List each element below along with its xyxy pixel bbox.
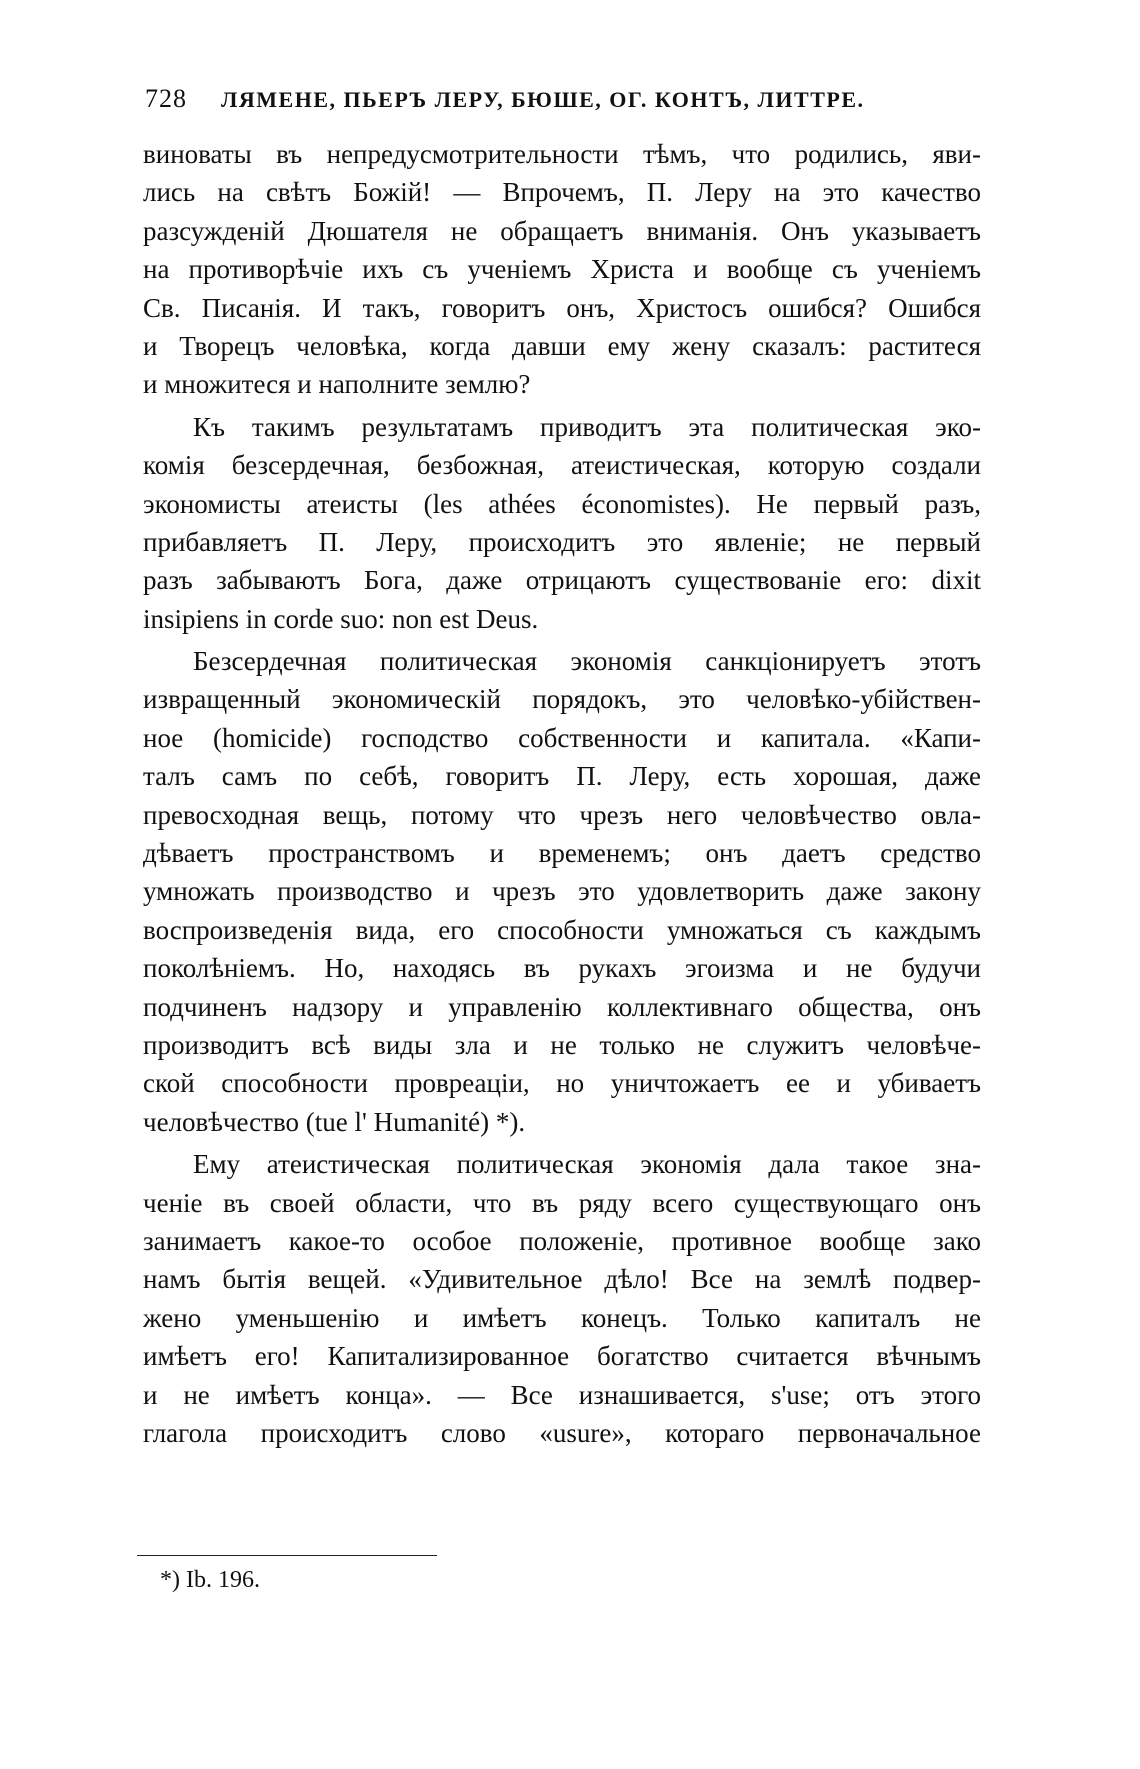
text-line: Св. Писанія. И такъ, говоритъ онъ, Христосъ ошибся? Ошибся bbox=[143, 292, 981, 323]
text-line: жено уменьшенію и имѣетъ конецъ. Только капиталъ не bbox=[143, 1302, 981, 1333]
text-line: ное (homicide) господство собственности и капитала. «Капи- bbox=[143, 722, 981, 753]
text-line: поколѣніемъ. Но, находясь въ рукахъ эгоизма и не будучи bbox=[143, 953, 981, 984]
page-number: 728 bbox=[145, 84, 187, 113]
text-line: прибавляетъ П. Леру, происходитъ это явленіе; не первый bbox=[143, 526, 981, 557]
text-line: ской способности провреаціи, но уничтожаетъ ее и убиваетъ bbox=[143, 1068, 981, 1099]
text-line: дѣваетъ пространствомъ и временемъ; онъ даетъ средство bbox=[143, 838, 981, 869]
paragraph bbox=[143, 642, 981, 1141]
text-line: лись на свѣтъ Божій! — Впрочемъ, П. Леру на это качество bbox=[143, 177, 981, 208]
text-line: глагола происходитъ слово «usure», котораго первоначальное bbox=[143, 1417, 981, 1448]
text-line: Къ такимъ результатамъ приводитъ эта политическая эко- bbox=[193, 411, 981, 442]
text-line: виноваты въ непредусмотрительности тѣмъ, что родились, яви- bbox=[143, 139, 981, 169]
text-line: подчиненъ надзору и управленію коллективнаго общества, онъ bbox=[143, 991, 981, 1022]
text-line: производитъ всѣ виды зла и не только не служитъ человѣче- bbox=[143, 1029, 981, 1060]
text-line: намъ бытія вещей. «Удивительное дѣло! Все на землѣ подвер- bbox=[143, 1264, 981, 1295]
text-line: талъ самъ по себѣ, говоритъ П. Леру, есть хорошая, даже bbox=[143, 761, 981, 792]
text-line: и Творецъ человѣка, когда давши ему жену сказалъ: раститеся bbox=[143, 330, 981, 361]
text-line: разсужденій Дюшателя не обращаетъ вниманія. Онъ указываетъ bbox=[143, 215, 981, 246]
running-title: ЛЯМЕНЕ, ПЬЕРЪ ЛЕРУ, БЮШЕ, ОГ. КОНТЪ, ЛИТТРЕ. bbox=[221, 87, 865, 112]
text-line: превосходная вещь, потому что чрезъ него человѣчество овла- bbox=[143, 799, 981, 830]
text-line: извращенный экономическій порядокъ, это человѣко-убійствен- bbox=[143, 684, 981, 715]
text-line: Безсердечная политическая экономія санкціонируетъ этотъ bbox=[193, 646, 981, 677]
text-line: разъ забываютъ Бога, даже отрицаютъ существованіе его: dixit bbox=[143, 565, 981, 596]
text-line: занимаетъ какое-то особое положеніе, противное вообще зако bbox=[143, 1225, 981, 1256]
footnote: *) Ib. 196. bbox=[160, 1567, 260, 1593]
text-line: комія безсердечная, безбожная, атеистическая, которую создали bbox=[143, 450, 981, 481]
text-line: имѣетъ его! Капитализированное богатство считается вѣчнымъ bbox=[143, 1341, 981, 1372]
text-line: и множитеся и наполните землю? bbox=[143, 369, 531, 400]
text-line: человѣчество (tue l' Humanité) *). bbox=[143, 1106, 526, 1137]
paragraph bbox=[143, 135, 981, 404]
paragraph bbox=[143, 1145, 981, 1452]
footnote-divider bbox=[137, 1555, 437, 1556]
paragraph bbox=[143, 408, 981, 638]
text-line: ченіе въ своей области, что въ ряду всего существующаго онъ bbox=[143, 1187, 981, 1218]
text-line: и не имѣетъ конца». — Все изнашивается, s'use; отъ этого bbox=[143, 1379, 981, 1410]
text-line: на противорѣчіе ихъ съ ученіемъ Христа и вообще съ ученіемъ bbox=[143, 254, 981, 285]
text-line: умножать производство и чрезъ это удовлетворить даже закону bbox=[143, 876, 981, 907]
text-line: экономисты атеисты (les athées économistes). Не первый разъ, bbox=[143, 488, 981, 519]
body-text bbox=[143, 135, 981, 1452]
text-line: insipiens in corde suo: non est Deus. bbox=[143, 603, 539, 634]
text-line: воспроизведенія вида, его способности умножаться съ каждымъ bbox=[143, 914, 981, 945]
page-header bbox=[145, 84, 985, 124]
text-line: Ему атеистическая политическая экономія дала такое зна- bbox=[193, 1149, 981, 1180]
